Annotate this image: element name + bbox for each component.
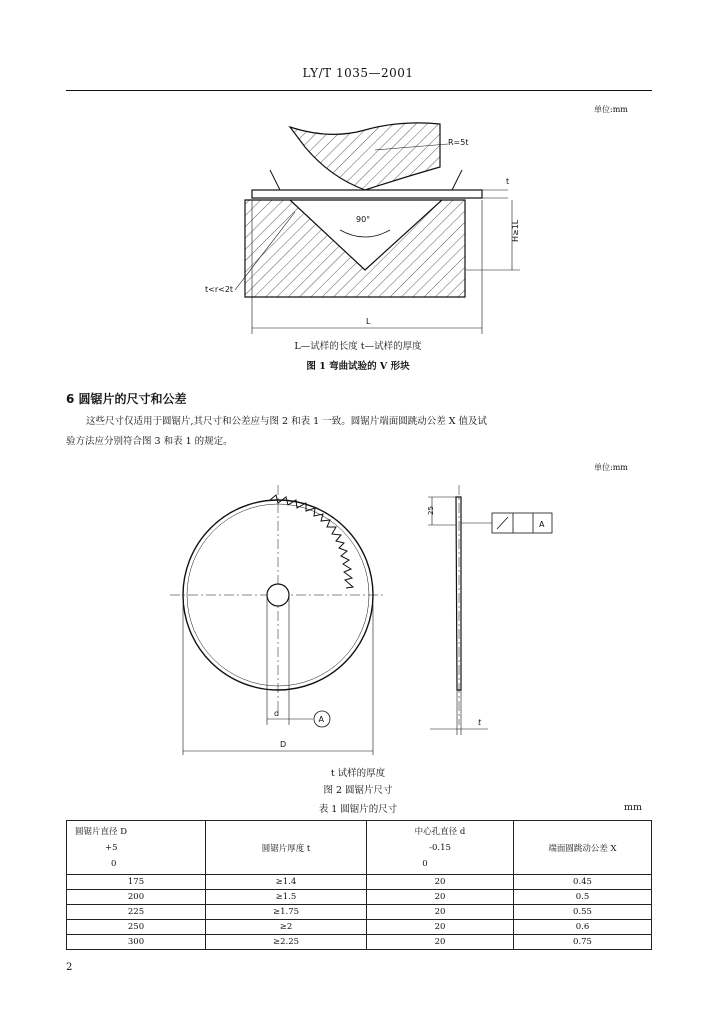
cell-t: ≥2.25 xyxy=(206,935,367,950)
cell-t: ≥1.5 xyxy=(206,890,367,905)
cell-D: 175 xyxy=(67,875,206,890)
header-rule xyxy=(66,90,652,91)
cell-D: 200 xyxy=(67,890,206,905)
h-label: H≥1L xyxy=(511,219,520,242)
cell-d: 20 xyxy=(367,935,514,950)
header-runout: 端面圆跳动公差 X xyxy=(514,821,652,875)
D-label: D xyxy=(280,740,287,749)
blade-side-view xyxy=(456,497,461,690)
r-label: t<r<2t xyxy=(205,285,234,294)
fig2-t-label: t xyxy=(478,718,482,727)
table-row xyxy=(67,875,652,890)
section-6-heading: 6 圆锯片的尺寸和公差 xyxy=(66,392,187,406)
cell-X: 0.6 xyxy=(514,920,652,935)
header-hole-title: 中心孔直径 d xyxy=(414,826,466,837)
v-block-body xyxy=(245,200,465,297)
header-hole-lower: 0 xyxy=(422,858,428,869)
header-diameter xyxy=(67,821,206,875)
section-6-paragraph-line1: 这些尺寸仅适用于圆锯片,其尺寸和公差应与图 2 和表 1 一致。圆锯片端面圆跳动公差 X 值及试 xyxy=(86,416,487,427)
cell-D: 250 xyxy=(67,920,206,935)
bending-punch xyxy=(290,123,440,190)
table1-unit: mm xyxy=(624,802,643,813)
header-thickness: 圆锯片厚度 t xyxy=(206,821,367,875)
figure-2-saw-blade xyxy=(170,485,560,765)
cell-d: 20 xyxy=(367,890,514,905)
datum-A-label: A xyxy=(318,715,324,724)
cell-X: 0.5 xyxy=(514,890,652,905)
cell-D: 300 xyxy=(67,935,206,950)
table-row xyxy=(67,890,652,905)
unit-label-fig2: 单位:mm xyxy=(594,463,628,472)
fig1-caption: 图 1 弯曲试验的 V 形块 xyxy=(306,361,410,372)
header-diameter-title: 圆锯片直径 D xyxy=(75,826,128,837)
cell-D: 225 xyxy=(67,905,206,920)
table-row xyxy=(67,935,652,950)
cell-t: ≥1.4 xyxy=(206,875,367,890)
header-hole xyxy=(367,821,514,875)
table-1 xyxy=(66,820,652,950)
header-hole-upper: -0.15 xyxy=(429,842,451,853)
d-label: d xyxy=(274,709,280,718)
fig2-caption: 图 2 圆锯片尺寸 xyxy=(323,785,393,796)
cell-X: 0.55 xyxy=(514,905,652,920)
table-row xyxy=(67,905,652,920)
fig2-legend: t 试样的厚度 xyxy=(330,768,386,779)
header-diameter-lower: 0 xyxy=(111,858,117,869)
specimen-plate xyxy=(252,190,482,198)
figure-1-v-block xyxy=(190,112,530,342)
section-6-paragraph-line2: 验方法应分别符合图 3 和表 1 的规定。 xyxy=(66,436,233,447)
fig1-t-label: t xyxy=(506,177,510,186)
angle-label: 90° xyxy=(356,215,371,224)
cell-d: 20 xyxy=(367,905,514,920)
cell-X: 0.45 xyxy=(514,875,652,890)
header-diameter-upper: +5 xyxy=(105,842,118,853)
center-hole xyxy=(267,584,289,606)
cell-d: 20 xyxy=(367,875,514,890)
table-header-row xyxy=(67,821,652,875)
table-row xyxy=(67,920,652,935)
cell-t: ≥1.75 xyxy=(206,905,367,920)
radius-label: R=5t xyxy=(448,138,469,147)
running-header: LY/T 1035—2001 xyxy=(302,66,414,80)
cell-d: 20 xyxy=(367,920,514,935)
frame-A-label: A xyxy=(539,520,545,529)
page-number: 2 xyxy=(66,962,73,973)
cell-t: ≥2 xyxy=(206,920,367,935)
dim-25-label: 25 xyxy=(427,506,435,515)
L-label: L xyxy=(366,317,371,326)
unit-label-fig1: 单位:mm xyxy=(594,105,628,114)
cell-X: 0.75 xyxy=(514,935,652,950)
table1-caption: 表 1 圆锯片的尺寸 xyxy=(318,804,398,815)
fig1-legend: L—试样的长度 t—试样的厚度 xyxy=(294,341,422,352)
